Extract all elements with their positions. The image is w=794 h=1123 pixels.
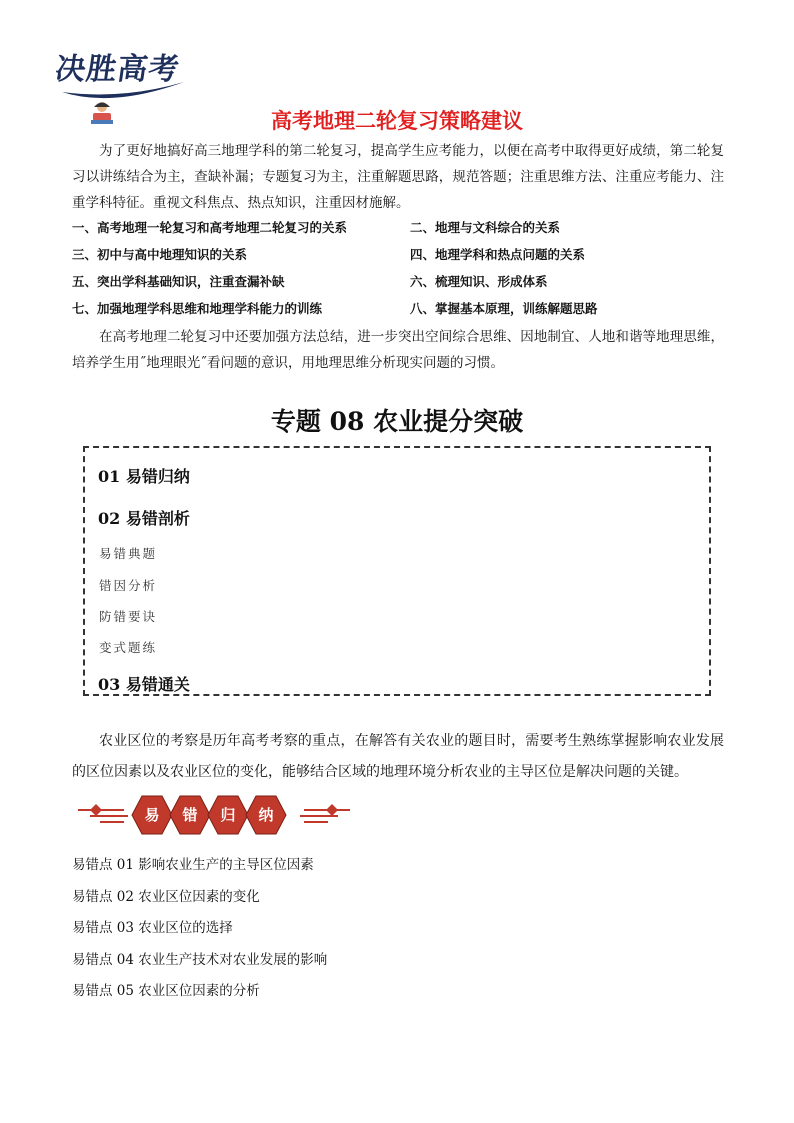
banner-char: 纳: [258, 806, 274, 824]
strategy-item: 四、地理学科和热点问题的关系: [410, 247, 586, 262]
toc-subitem[interactable]: 易错典题: [99, 546, 158, 561]
topic-title: 专题 08 农业提分突破: [270, 407, 524, 436]
strategy-item: 一、高考地理一轮复习和高考地理二轮复习的关系: [72, 220, 348, 235]
section-banner: [76, 790, 352, 840]
toc-subitem[interactable]: 变式题练: [99, 640, 158, 655]
page-title: 高考地理二轮复习策略建议: [271, 109, 523, 133]
banner-char: 错: [182, 806, 198, 824]
table-of-contents: [83, 446, 711, 696]
toc-subitem[interactable]: 错因分析: [99, 578, 158, 593]
toc-subitem[interactable]: 防错要诀: [99, 609, 158, 624]
strategy-item: 五、突出学科基础知识，注重查漏补缺: [72, 274, 285, 289]
error-point: 易错点 02 农业区位因素的变化: [72, 889, 260, 905]
strategy-item: 八、掌握基本原理，训练解题思路: [410, 301, 598, 316]
strategy-item: 六、梳理知识、形成体系: [410, 274, 548, 289]
error-point: 易错点 03 农业区位的选择: [72, 920, 233, 936]
method-paragraph: 在高考地理二轮复习中还要加强方法总结，进一步突出空间综合思维、因地制宜、人地和谐等地理思维，培养学生用˝地理眼光˝看问题的意识，用地理思维分析现实问题的习惯。: [72, 329, 724, 371]
error-point: 易错点 05 农业区位因素的分析: [72, 983, 260, 999]
strategy-item: 七、加强地理学科思维和地理学科能力的训练: [72, 301, 323, 316]
error-point: 易错点 04 农业生产技术对农业发展的影响: [72, 952, 328, 968]
error-point: 易错点 01 影响农业生产的主导区位因素: [72, 857, 314, 873]
strategy-item: 三、初中与高中地理知识的关系: [72, 247, 248, 262]
banner-char: 归: [220, 806, 236, 824]
strategy-item: 二、地理与文科综合的关系: [410, 220, 561, 235]
toc-section-1[interactable]: 01 易错归纳: [98, 467, 190, 486]
body-paragraph: 农业区位的考察是历年高考考察的重点，在解答有关农业的题目时，需要考生熟练掌握影响农业发展的区位因素以及农业区位的变化，能够结合区域的地理环境分析农业的主导区位是解决问题的关键。: [72, 733, 724, 780]
toc-section-2[interactable]: 02 易错剖析: [98, 509, 190, 528]
logo-swoosh-icon: [52, 78, 192, 108]
logo-text: 决胜高考: [53, 52, 182, 87]
intro-paragraph: 为了更好地搞好高三地理学科的第二轮复习，提高学生应考能力，以便在高考中取得更好成绩，第二轮复习以讲练结合为主，查缺补漏；专题复习为主，注重解题思路，规范答题；注重思维方法、注重应考能力、注重学科特征。重视文科焦点、热点知识，注重因材施解。: [72, 143, 724, 211]
toc-section-3[interactable]: 03 易错通关: [98, 675, 190, 694]
banner-char: 易: [144, 806, 160, 824]
